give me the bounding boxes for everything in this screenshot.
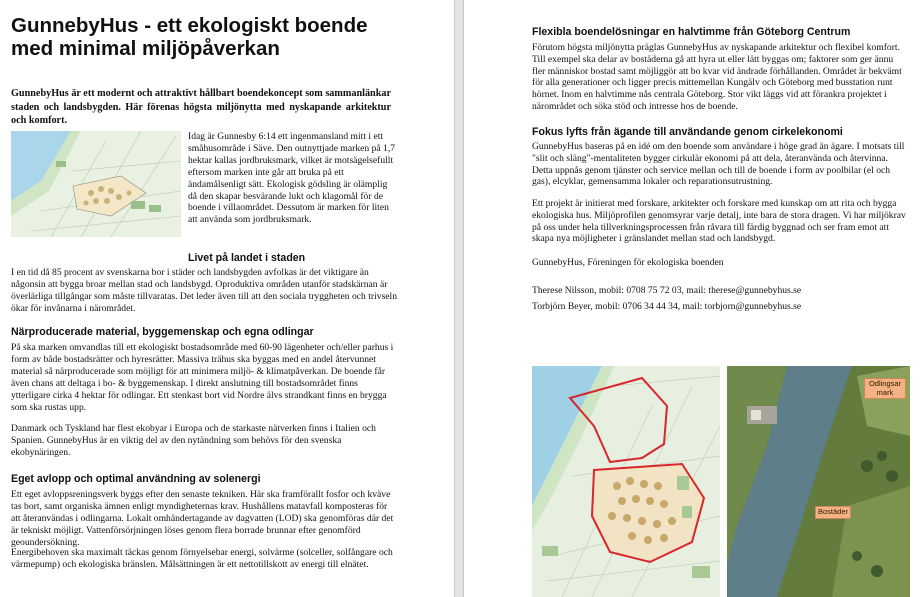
- site-boundary-map: [532, 366, 720, 597]
- contact-torbjorn: Torbjörn Beyer, mobil: 0706 34 44 34, mail: torbjorn@gunnebyhus.se: [532, 301, 802, 312]
- label-odlingsar-line1: Odlingsar: [868, 379, 902, 388]
- paragraph-livet-pa-landet: I en tid då 85 procent av svenskarna bor i städer och landsbygden avfolkas är det viktigare än någonsin att bygga broar mellan stad och landsbygd. Oproduktiva områden utanför stadskärnan är överlärliga tillgångar som måste tillvaratas. Det leder även till att den sociala tryggheten och trivseln ökar för invånarna i närområdet.: [11, 267, 398, 314]
- lead-paragraph: GunnebyHus är ett modernt och attraktivt hållbart boendekoncept som sammanlänkar staden och landsbygden. Här förenas högsta miljönytta med nyskapande arkitektur och komfort.: [11, 88, 391, 126]
- page-gap: [455, 0, 463, 597]
- heading-fokus: Fokus lyfts från ägande till användande genom cirkelekonomi: [532, 126, 843, 138]
- label-odlingsar-mark: [864, 378, 906, 399]
- intro-paragraph: Idag är Gunnesby 6:14 ett ingenmansland mitt i ett småhusområde i Säve. Den outnyttjade marken på 1,7 hektar kallas jordbruksmark, vilket är motsägelsefullt eftersom marken inte går att bruka på ett ändamålsenligt sätt. Ekologisk gödsling är olämplig då den skapar besvärande lukt och klagomål för de boende i villaområdet. Dessutom är marken för liten att använda som jordbruksmark.: [188, 131, 396, 226]
- heading-livet-pa-landet: Livet på landet i staden: [188, 252, 306, 264]
- title-line-1: GunnebyHus - ett ekologiskt boende: [11, 14, 368, 37]
- heading-eget-avlopp: Eget avlopp och optimal användning av solenergi: [11, 473, 261, 485]
- paragraph-danmark: Danmark och Tyskland har flest ekobyar i Europa och de starkaste nätverken finns i Italien och Spanien. GunnebyHus är en viktig del av den nytändning som behövs för den svenska ekobynäringen.: [11, 423, 376, 458]
- paragraph-narproducerade: På ska marken omvandlas till ett ekologiskt bostadsområde med 60-90 lägenheter och/eller parhus i form av både bostadsrätter och hyresrätter. Massiva trähus ska byggas med en andel återvunnet material så närproducerade som möjligt för att minimera miljö- & klimatpåverkan. De boende får även chans att deltaga i bo- & byggemenskap. I direkt anslutning till bostadsområdet finns ytterligare cirka 4 hektar för odlingar. Ett stenkast bort vid Nordre älvs strandkant finns en brygga som ska rustas upp.: [11, 342, 394, 413]
- heading-flexibla: Flexibla boendelösningar en halvtimme från Göteborg Centrum: [532, 26, 851, 38]
- site-plan-map-small: [11, 131, 181, 237]
- signature-line: GunnebyHus, Föreningen för ekologiska boenden: [532, 257, 724, 268]
- heading-narproducerade: Närproducerade material, byggemenskap och egna odlingar: [11, 326, 314, 338]
- paragraph-projekt: Ett projekt är initierat med forskare, arkitekter och forskare med kunskap om att rita och bygga ekologiska hus. Miljöprofilen genomsyrar varje detalj, inte bara de stora dragen. Vi har miljökrav på oss under hela tillverkningsprocessen från råvara till färdig byggnad och ser fram emot att skapa nya möjligheter i gränslandet mellan stad och landsbygd.: [532, 198, 906, 245]
- page-title: [11, 14, 451, 60]
- paragraph-flexibla: Förutom högsta miljönytta präglas GunnebyHus av nyskapande arkitektur och flexibel komfort. Till exempel ska delar av bostäderna gå att hyra ut eller lätt byggas om; faktorer som ger ännu fler människor bostad samt möjliggör att bo kvar vid ändrade förhållanden. Området är bekvämt för alla generationer och ligger precis mittemellan Kungälv och Göteborg med busstation runt hörnet. Inom en halvtimme nås centrala Göteborg. Stor vikt läggs vid att förankra projektet i närområdet och söka stöd och intresse hos de boende.: [532, 42, 902, 112]
- contact-therese: Therese Nilsson, mobil: 0708 75 72 03, mail: therese@gunnebyhus.se: [532, 285, 802, 296]
- label-bostader: Bostäder: [815, 506, 851, 519]
- paragraph-eget-avlopp: Ett eget avloppsreningsverk byggs efter den senaste tekniken. Här ska framförallt fosfor och kväve tas bort, samt organiska ämnen enligt myndigheternas krav. Hushållens matavfall komposteras för att återanvändas i odlingarna. Lokalt omhändertagande av dagvatten (LOD) ska genomföras där det är tekniskt möjligt. Vattenförsörjningen löses genom flera borrade brunnar efter genomförd geoundersökning.: [11, 489, 394, 548]
- paragraph-fokus: GunnebyHus baseras på en idé om den boende som användare i höge grad än ägare. I motsats till "slit och släng"-mentaliteten bygger cirkulär ekonomi på att dela, återanvända och återvinna. Detta uppnås genom tjänster och service mellan och till de boende i form av poolbilar (el och gas), elcyklar, gemensamma lokaler och reparationsutrustning.: [532, 141, 905, 188]
- label-odlingsar-line2: mark: [876, 387, 894, 397]
- aerial-photo: [727, 366, 910, 597]
- paragraph-energi: Energibehoven ska maximalt täckas genom förnyelsebar energi, solvärme (solceller, solfångare och värmepump) och ekologiska bränslen. Målsättningen är ett nettotillskott av energi till elnätet.: [11, 547, 393, 570]
- title-line-2: med minimal miljöpåverkan: [11, 37, 280, 60]
